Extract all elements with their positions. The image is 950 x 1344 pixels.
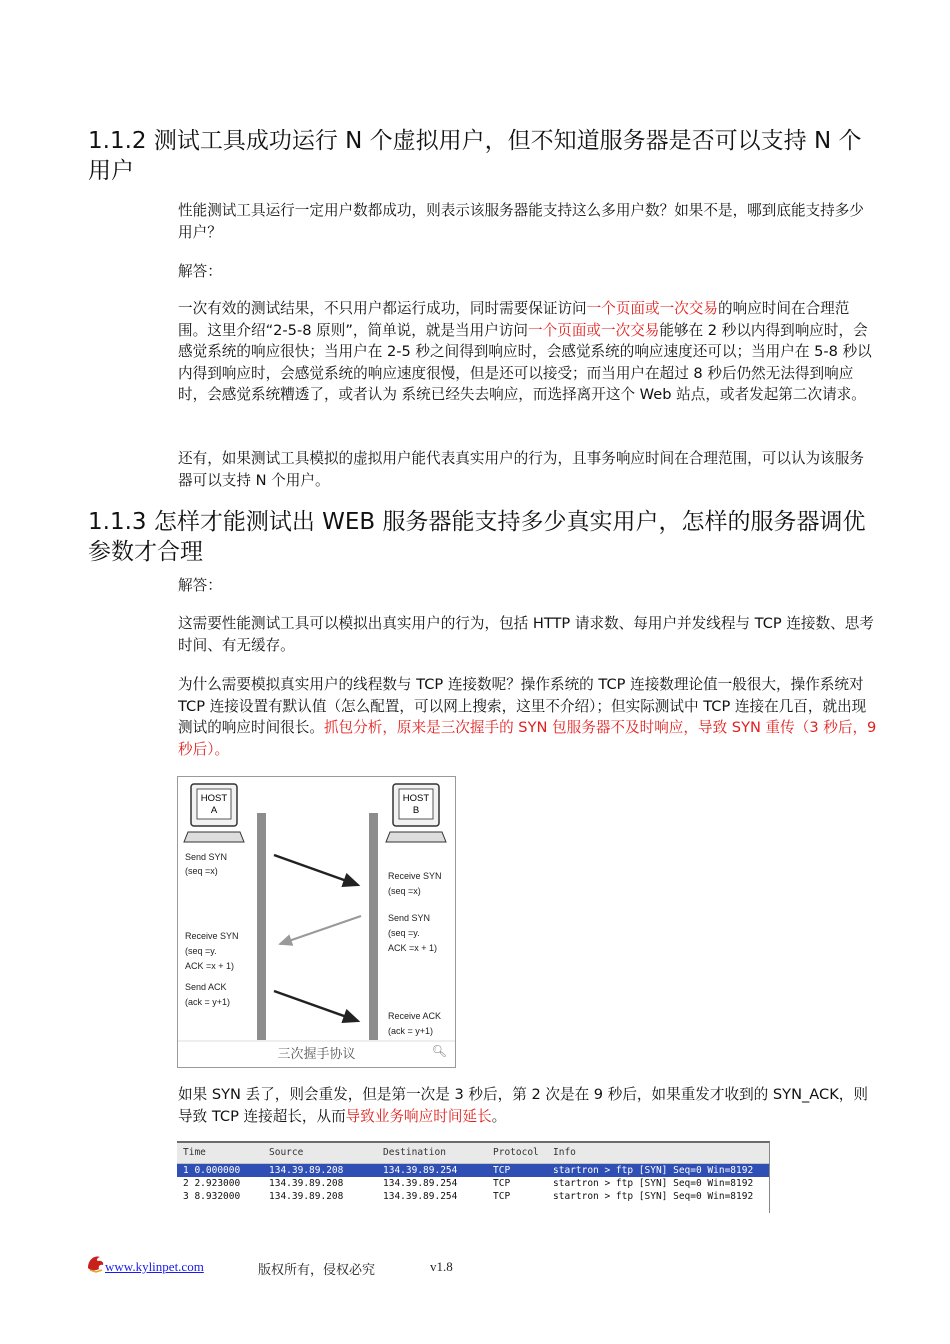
table-row[interactable] [177, 1190, 769, 1203]
text: 如果 SYN 丢了，则会重发，但是第一次是 3 秒后，第 2 次是在 9 秒后，如果重发才收到的 SYN_ACK，则导致 TCP 连接超长，从而 [178, 1086, 868, 1125]
highlight-text: 一个页面或一次交易 [528, 321, 660, 339]
answer-paragraph-2: 还有，如果测试工具模拟的虚拟用户能代表真实用户的行为，且事务响应时间在合理范围，可以认为该服务器可以支持 N 个用户。 [178, 450, 864, 489]
packet-capture-table [177, 1141, 770, 1213]
host-a-letter: A [210, 805, 218, 816]
cell: 134.39.89.208 [269, 1165, 344, 1176]
cell: 134.39.89.254 [383, 1178, 458, 1189]
highlight-text: 抓包分析，原来是三次握手的 SYN 包服务器不及时响应，导致 SYN 重传（3 秒后，9 秒后）。 [178, 719, 877, 758]
column-header[interactable]: Destination [383, 1147, 446, 1158]
text: 为什么需要模拟真实用户的线程数与 TCP 连接数呢？操作系统的 TCP 连接数理论值一般很大，操作系统对 TCP 连接设置有默认值（怎么配置，可以网上搜索，这里不介绍）；但实际测试中 TCP 连接在几百，就出现测试的响应时间很长。 [178, 676, 867, 736]
table-header [177, 1143, 769, 1164]
magnifier-icon[interactable]: 🔍︎ [431, 1044, 447, 1058]
answer-paragraph-3 [178, 1084, 878, 1127]
answer-label: 解答： [178, 263, 222, 280]
ack-arrow [274, 991, 358, 1021]
host-b-timeline [369, 813, 378, 1040]
host-b-computer-icon [386, 784, 446, 842]
host-a-timeline [257, 813, 266, 1040]
cell: 134.39.89.208 [269, 1191, 344, 1202]
send-syn-b-label: Send SYN [388, 913, 431, 923]
syn-ack-arrow [280, 916, 361, 944]
host-b-label: HOST [402, 793, 430, 804]
receive-syn-a-ack: ACK =x + 1) [185, 961, 235, 971]
column-header[interactable]: Time [183, 1147, 206, 1158]
highlight-text: 导致业务响应时间延长 [345, 1107, 492, 1125]
column-header[interactable]: Info [553, 1147, 576, 1158]
send-syn-b-ack: ACK =x + 1) [388, 943, 438, 953]
cell: 1 0.000000 [183, 1165, 241, 1176]
answer-paragraph-1: 这需要性能测试工具可以模拟出真实用户的行为，包括 HTTP 请求数、每用户并发线程与 TCP 连接数、思考时间、有无缓存。 [178, 615, 874, 654]
host-a-label: HOST [200, 793, 228, 804]
cell: 134.39.89.254 [383, 1165, 458, 1176]
answer-paragraph-1 [178, 298, 878, 406]
copyright-text: 版权所有，侵权必究 [258, 1262, 376, 1277]
column-header[interactable]: Protocol [493, 1147, 539, 1158]
version-text: v1.8 [430, 1259, 453, 1274]
column-header[interactable]: Source [269, 1147, 304, 1158]
send-ack-label: Send ACK [185, 982, 227, 992]
send-syn-b-seq: (seq =y. [388, 928, 420, 938]
host-a-computer-icon [184, 784, 244, 842]
receive-ack-label: Receive ACK [388, 1011, 442, 1021]
send-ack-value: (ack = y+1) [185, 997, 231, 1007]
answer-label: 解答： [178, 577, 222, 594]
cell: startron > ftp [SYN] Seq=0 Win=8192 [553, 1191, 754, 1202]
cell: 134.39.89.254 [383, 1191, 458, 1202]
kylin-logo-icon [85, 1252, 107, 1274]
text: 能够在 2 秒以内得到响应时，会感觉系统的响应很快；当用户在 2-5 秒之间得到响应时，会感觉系统的响应速度还可以；当用户在 5-8 秒以内得到响应时，会感觉系统的响应速度很慢，但是还可以接受；而当用户在超过 8 秒后仍然无法得到响应时，会感觉系统糟透了，或者认为 系统已经失去响应，而选择离开这个 Web 站点，或者发起第二次请求。 [178, 321, 872, 403]
send-syn-label: Send SYN [185, 852, 228, 862]
three-way-handshake-figure [177, 776, 456, 1068]
text: 一次有效的测试结果，不只用户都运行成功，同时需要保证访问 [178, 300, 587, 317]
cell: TCP [493, 1191, 511, 1202]
website-link[interactable]: www.kylinpet.com [105, 1259, 204, 1274]
section-title-1-1-2: 1.1.2 测试工具成功运行 N 个虚拟用户，但不知道服务器是否可以支持 N 个用户 [88, 128, 862, 184]
cell: 134.39.89.208 [269, 1178, 344, 1189]
highlight-text: 一个页面或一次交易 [586, 300, 718, 317]
receive-syn-a-seq: (seq =y. [185, 946, 217, 956]
text: 。 [491, 1107, 507, 1125]
receive-syn-b-seq: (seq =x) [388, 886, 421, 896]
text: 的响应时间在合理范围。这里介绍“2-5-8 原则”，简单说，就是当用户访问 [178, 300, 850, 339]
receive-syn-b-label: Receive SYN [388, 871, 442, 881]
section-title-1-1-3: 1.1.3 怎样才能测试出 WEB 服务器能支持多少真实用户，怎样的服务器调优参数才合理 [88, 509, 866, 565]
cell: startron > ftp [SYN] Seq=0 Win=8192 [553, 1165, 754, 1176]
cell: TCP [493, 1178, 511, 1189]
answer-paragraph-2 [178, 674, 878, 760]
receive-ack-value: (ack = y+1) [388, 1026, 434, 1036]
cell: 3 8.932000 [183, 1191, 241, 1202]
receive-syn-a-label: Receive SYN [185, 931, 239, 941]
figure-caption: 三次握手协议 [277, 1047, 356, 1062]
table-row[interactable] [177, 1164, 769, 1177]
syn-arrow [274, 855, 358, 885]
table-row[interactable] [177, 1177, 769, 1190]
host-b-letter: B [412, 805, 420, 816]
cell: 2 2.923000 [183, 1178, 241, 1189]
cell: startron > ftp [SYN] Seq=0 Win=8192 [553, 1178, 754, 1189]
question-paragraph: 性能测试工具运行一定用户数都成功，则表示该服务器能支持这么多用户数？如果不是，哪到底能支持多少用户？ [178, 202, 864, 241]
send-syn-seq: (seq =x) [185, 866, 218, 876]
cell: TCP [493, 1165, 511, 1176]
